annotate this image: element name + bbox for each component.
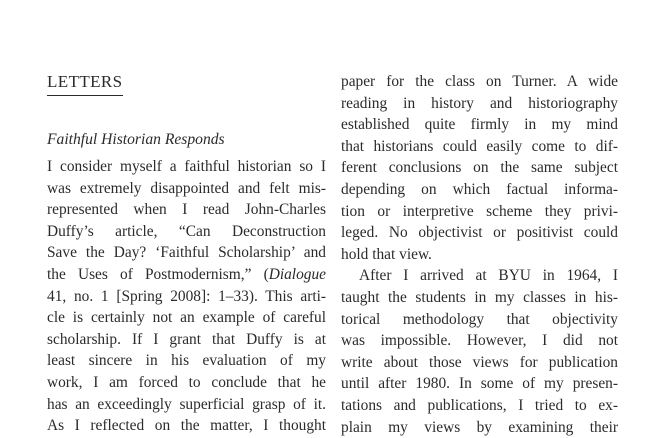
text-line: was extremely disappointed and felt mis- [47, 178, 326, 200]
paragraph-2 [341, 265, 618, 438]
text-line: 41, no. 1 [Spring 2008]: 1–33). This arti- [47, 286, 326, 308]
paragraph-1 [341, 71, 618, 265]
text-line: leged. No objectivist or positivist could [341, 222, 618, 244]
text-line: plain my views by examining their [341, 417, 618, 438]
text-line: until after 1980. In some of my presen- [341, 373, 618, 395]
text-line: After I arrived at BYU in 1964, I [341, 265, 618, 287]
text-line: was impossible. However, I did not [341, 330, 618, 352]
text-line: established quite firmly in my mind [341, 114, 618, 136]
journal-name: Dialogue [269, 266, 326, 283]
text-line: paper for the class on Turner. A wide [341, 71, 618, 93]
left-column [47, 71, 326, 437]
letter-body-left [47, 156, 326, 437]
text-line: tion or interpretive scheme they privi- [341, 201, 618, 223]
text-line: I consider myself a faithful historian so I [47, 156, 326, 178]
text-line: ferent conclusions on the same subject [341, 157, 618, 179]
text-line: scholarship. If I grant that Duffy is at [47, 329, 326, 351]
text-line: that historians could easily come to dif- [341, 136, 618, 158]
text-line: taught the students in my classes in his- [341, 287, 618, 309]
text-line: write about those views for publication [341, 352, 618, 374]
text-line: Duffy’s article, “Can Deconstruction [47, 221, 326, 243]
text-line: As I reflected on the matter, I thought [47, 415, 326, 437]
text-line: reading in history and historiography [341, 93, 618, 115]
section-heading: LETTERS [47, 71, 123, 96]
text-line: hold that view. [341, 244, 618, 266]
text-fragment: the Uses of Postmodernism,” ( [47, 266, 269, 283]
text-line: has an exceedingly superficial grasp of it. [47, 394, 326, 416]
text-line: torical methodology that objectivity [341, 309, 618, 331]
text-line: Save the Day? ‘Faithful Scholarship’ and [47, 242, 326, 264]
text-line: depending on which factual informa- [341, 179, 618, 201]
text-line: least sincere in his evaluation of my [47, 350, 326, 372]
text-line: represented when I read John-Charles [47, 199, 326, 221]
text-line-with-journal [47, 264, 326, 286]
text-line: work, I am forced to conclude that he [47, 372, 326, 394]
text-line: cle is certainly not an example of careful [47, 307, 326, 329]
right-column [341, 71, 618, 438]
letter-title: Faithful Historian Responds [47, 129, 326, 150]
text-line: tations and publications, I tried to ex- [341, 395, 618, 417]
